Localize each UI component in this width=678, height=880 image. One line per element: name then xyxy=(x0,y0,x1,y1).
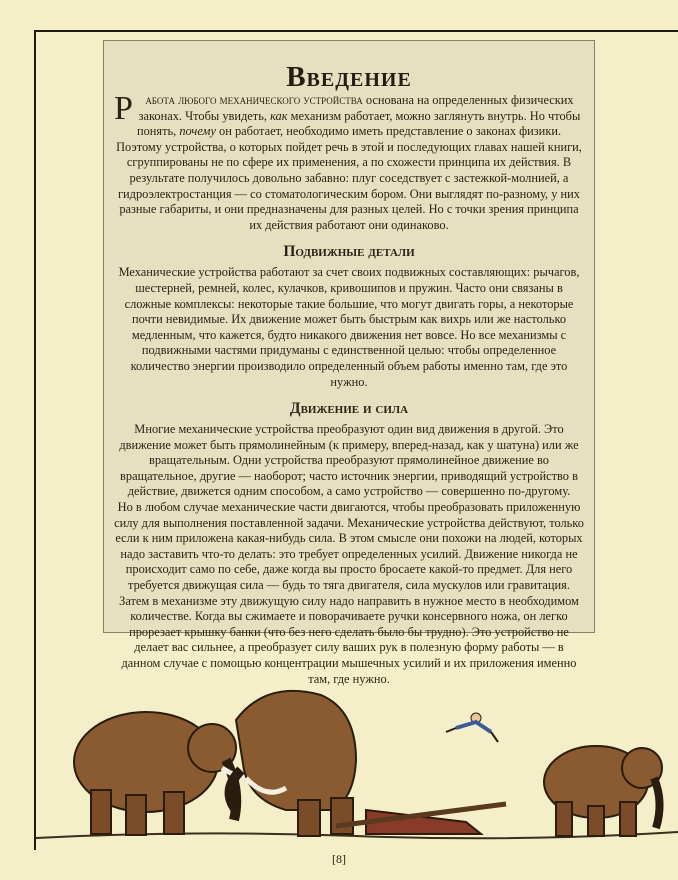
mammoth-left-icon xyxy=(74,712,258,835)
intro-emphasis-2: почему xyxy=(179,124,216,139)
section-heading-motion-force: Движение и сила xyxy=(289,400,409,418)
page-title: Введение xyxy=(286,61,412,93)
intro-text-3: он работает, необходимо иметь представление о законах физики. Поэтому устройства, о которых пойдет речь в этой и последующих главах нашей книги, сгруппированы не по сфере их применения, а по схожести принципа их действия. В результате получилось довольно забавно: плуг соседствует с застежкой-молнией, а гидроэлектростанция — со стоматологическим бором. Они выглядят по-разному, у них разные габариты, и они предназначены для разных целей. Но с точки зрения принципа их действия работают они одинаково. xyxy=(116,124,582,232)
drop-cap: Р xyxy=(114,90,133,127)
intro-text-2: механизм работает, можно заглянуть внутрь. Но чтобы понять, xyxy=(136,108,581,139)
intro-lead: абота любого механического устройства xyxy=(145,93,363,107)
text-panel xyxy=(103,40,595,686)
section-paragraph-moving-parts: Механические устройства работают за счет своих подвижных составляющих: рычагов, шестерней, ремней, колес, кулачков, кривошипов и пружин. Часто они связаны в сложные комплексы: некоторые такие большие, что могут двигать горы, а некоторые почти невидимые. Их движение может быть быстрым как вихрь или же настолько медленным, что кажется, будто никакого движения нет вовсе. Но все механизмы с подвижными частями придуманы с единственной целью: чтобы определенное количество энергии производило определенный объем работы именно там, где это нужно. xyxy=(118,265,580,389)
mammoth-right-icon xyxy=(544,746,662,836)
section-heading-moving-parts: Подвижные детали xyxy=(283,243,415,261)
intro-paragraph xyxy=(114,90,584,233)
section-paragraph-motion-2: Но в любом случае механические части двигаются, чтобы преобразовать приложенную силу для выполнения поставленной задачи. Механические устройства действуют, только если к ним приложена какая-нибудь сила. В этом смысле они похожи на людей, которых надо заставить что-то делать: это требует определенных усилий. Движение никогда не происходит само по себе, даже когда вы просто бросаете какой-то предмет. Для него требуется движущая сила — будь то тяга двигателя, сила мускулов или гравитация. Затем в механизме эту движущую силу надо направить в нужное место в необходимом количестве. Когда вы сжимаете и поворачиваете ручки консервного ножа, он легко прорезает крышку банки (что без него сделать было бы трудно). Это устройство не делает вас сильнее, а преобразует силу ваших рук в полезную форму работы — в данном случае с помощью концентрации мышечных усилий и их приложения именно там, где нужно. xyxy=(114,500,584,686)
mammoth-illustration xyxy=(36,660,678,850)
flying-person-icon xyxy=(446,713,498,742)
page-number: [8] xyxy=(332,852,346,866)
seesaw-icon xyxy=(336,804,506,834)
intro-emphasis-1: как xyxy=(270,108,288,123)
mammoth-rearing-icon xyxy=(230,691,356,836)
section-paragraph-motion-1: Многие механические устройства преобразуют один вид движения в другой. Это движение может быть прямолинейным (к примеру, вперед-назад, как у шатуна) или же вращательным. Одни устройства преобразуют прямолинейное движение во вращательное, другие — наоборот; часто источник энергии, приводящий устройство в действие, движется одним способом, а само устройство — совершенно по-другому. xyxy=(119,422,579,499)
intro-text-1: основана на определенных физических законах. Чтобы увидеть, xyxy=(138,93,574,123)
